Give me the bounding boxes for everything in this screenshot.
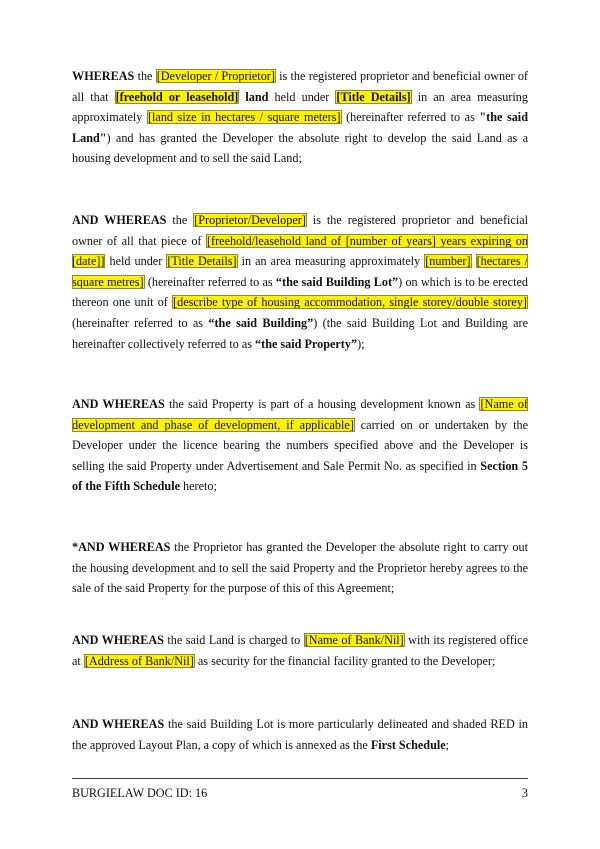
bold-term: "the said Land" <box>72 110 528 145</box>
body-text: in an area measuring approximately <box>72 89 528 125</box>
bold-term: WHEREAS <box>72 69 135 83</box>
body-text: (hereinafter referred to as <box>341 110 480 125</box>
recital-developer-proprietor <box>72 66 528 169</box>
placeholder-field: [land size in hectares / square meters] <box>147 110 341 125</box>
footer-doc-id: BURGIELAW DOC ID: 16 <box>72 786 208 800</box>
placeholder-field: [freehold or leasehold] <box>115 89 239 104</box>
bold-term: “the said Building” <box>208 315 314 330</box>
bold-term: Section 5 of the Fifth Schedule <box>72 458 528 494</box>
bold-term: “the said Property” <box>255 336 358 351</box>
body-text: hereto; <box>180 479 217 494</box>
body-text: is the registered proprietor and beneficial owner of all that <box>72 69 528 104</box>
body-text: ; <box>445 737 450 752</box>
body-text: the Proprietor has granted the Developer the absolute right to carry out the housing development and to sell the said Property and the Proprietor hereby agrees to the sale of the said Property for the purpose of this of this Agreement; <box>72 540 528 596</box>
recital-proprietor-developer <box>72 210 528 354</box>
placeholder-field: [Address of Bank/Nil] <box>84 653 194 668</box>
recital-housing-development <box>72 394 528 497</box>
bold-term: land <box>245 89 269 104</box>
recital-proprietor-consent <box>72 537 528 599</box>
placeholder-field: [Name of Bank/Nil] <box>304 633 404 647</box>
body-text: the said Land is charged to <box>163 633 304 647</box>
body-text: (hereinafter referred to as <box>144 274 276 289</box>
body-text: with its registered office at <box>72 633 528 668</box>
body-text: ) (the said Building Lot and Building are hereinafter collectively referred to as <box>72 315 528 351</box>
body-text: ); <box>357 336 365 351</box>
body-text: ) on which is to be erected thereon one unit of <box>72 274 528 310</box>
body-text: the said Building Lot is more particularly delineated and shaded RED in the approved Layout Plan, a copy of which is annexed as the <box>72 717 528 752</box>
bold-term: *AND WHEREAS <box>72 540 171 554</box>
bold-term: AND WHEREAS <box>72 397 165 411</box>
bold-term: AND WHEREAS <box>72 717 165 731</box>
bold-term: “the said Building Lot” <box>275 274 399 289</box>
bold-term: AND WHEREAS <box>72 213 167 227</box>
placeholder-field: [Title Details] <box>336 89 411 104</box>
placeholder-field: [Name of development and phase of development, if applicable] <box>72 397 528 432</box>
placeholder-field: [freehold/leasehold land of [number of years] years expiring on [date]] <box>72 233 528 269</box>
body-text: ) and has granted the Developer the absolute right to develop the said Land as a housing development and to sell the said Land; <box>72 130 528 166</box>
body-text: the said Property is part of a housing development known as <box>164 397 480 411</box>
body-text: carried on or undertaken by the Developer under the licence bearing the numbers specified above and the Developer is selling the said Property under Advertisement and Sale Permit No. as specified in <box>72 417 528 473</box>
placeholder-field: [Developer / Proprietor] <box>156 69 275 83</box>
body-text <box>472 254 476 268</box>
recital-layout-plan <box>72 714 528 755</box>
body-text: is the registered proprietor and beneficial owner of all that piece of <box>72 213 528 248</box>
body-text: held under <box>105 254 167 269</box>
page-number: 3 <box>521 786 528 800</box>
recital-land-charge <box>72 630 528 671</box>
body-text: the <box>166 213 194 227</box>
footer-divider <box>72 778 528 779</box>
placeholder-field: [hectares / square metres] <box>72 254 528 289</box>
placeholder-field: [Title Details] <box>167 254 237 269</box>
bold-term: First Schedule <box>370 737 446 752</box>
placeholder-field: [Proprietor/Developer] <box>194 213 306 227</box>
body-text: the <box>134 69 156 83</box>
placeholder-field: [number] <box>425 254 471 269</box>
body-text: as security for the financial facility granted to the Developer; <box>194 653 496 668</box>
bold-term: AND WHEREAS <box>72 633 164 647</box>
body-text: held under <box>268 89 336 104</box>
body-text: (hereinafter referred to as <box>72 315 209 330</box>
placeholder-field: [describe type of housing accommodation, single storey/double storey] <box>173 295 527 310</box>
body-text: in an area measuring approximately <box>237 254 425 269</box>
